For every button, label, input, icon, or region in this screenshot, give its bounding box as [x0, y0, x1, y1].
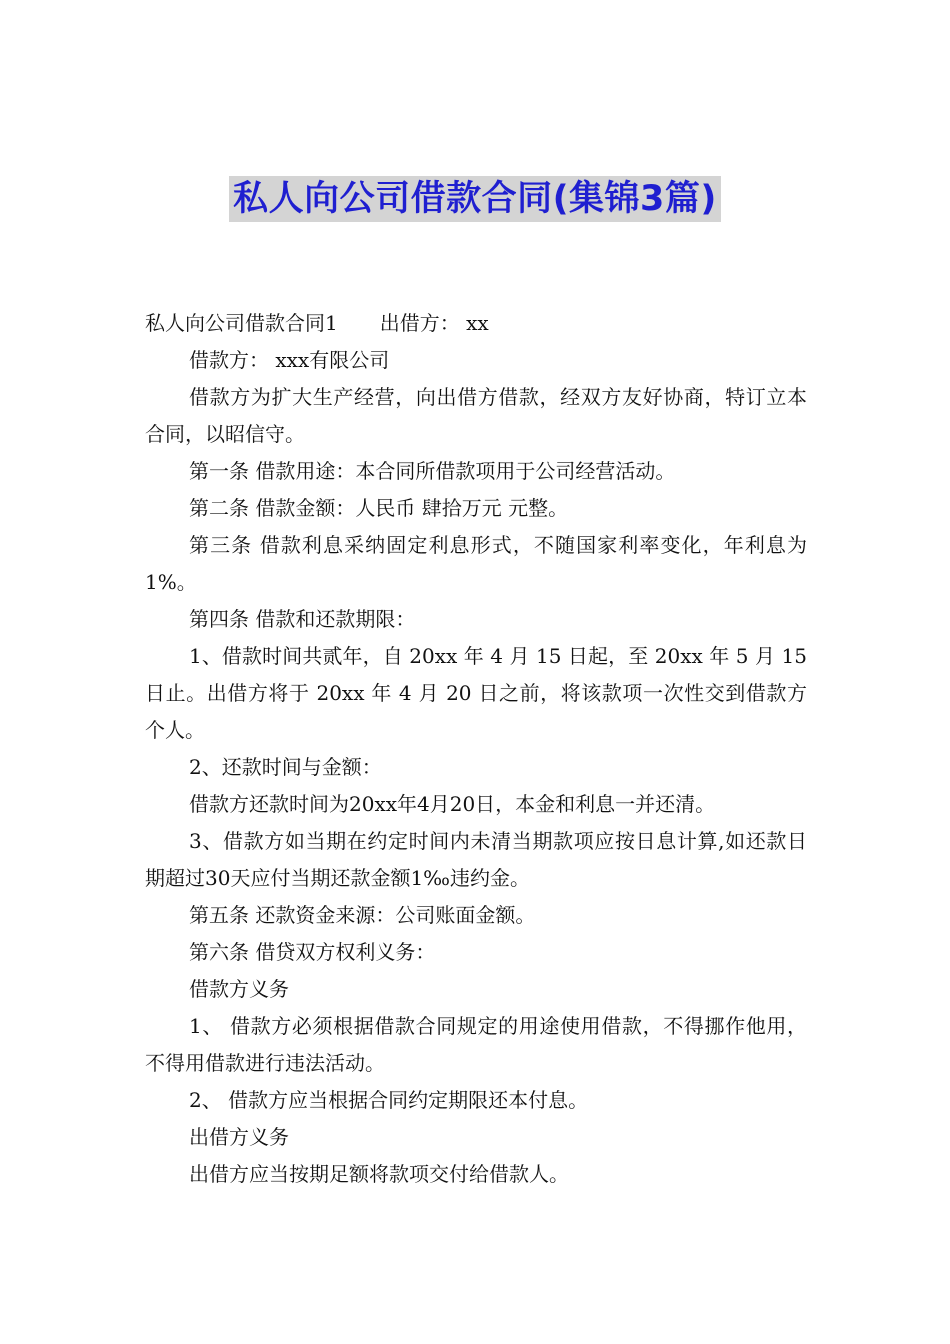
paragraph-preamble: 借款方为扩大生产经营，向出借方借款，经双方友好协商，特订立本合同，以昭信守。 [145, 385, 807, 446]
paragraph-article-5: 第五条 还款资金来源：公司账面金额。 [189, 903, 536, 927]
paragraph-borrower-obligations: 借款方义务 [189, 977, 289, 1001]
paragraph-article-4-item-1: 1、借款时间共贰年，自 20xx 年 4 月 15 日起，至 20xx 年 5 月 15 日止。出借方将于 20xx 年 4 月 20 日之前，将该款项一次性交到借款方个人。 [145, 644, 807, 742]
paragraph-borrower: 借款方： xxx有限公司 [189, 348, 390, 372]
document-body [145, 305, 807, 1193]
lender-label: 出借方： xx [379, 311, 489, 335]
paragraph-article-1: 第一条 借款用途：本合同所借款项用于公司经营活动。 [189, 459, 676, 483]
paragraph-article-2: 第二条 借款金额：人民币 肆拾万元 元整。 [189, 496, 569, 520]
paragraph-article-4: 第四条 借款和还款期限： [189, 607, 416, 631]
paragraph-lender-obligations: 出借方义务 [189, 1125, 289, 1149]
paragraph-borrower-obligation-1: 1、 借款方必须根据借款合同规定的用途使用借款，不得挪作他用，不得用借款进行违法活动。 [145, 1014, 807, 1075]
paragraph-article-3: 第三条 借款利息采纳固定利息形式，不随国家利率变化，年利息为1%。 [145, 533, 807, 594]
document-title: 私人向公司借款合同(集锦3篇) [229, 176, 721, 222]
paragraph-lender-obligation-1: 出借方应当按期足额将款项交付给借款人。 [189, 1162, 569, 1186]
contract-number-label: 私人向公司借款合同1 [145, 311, 338, 335]
paragraph-article-4-item-3: 3、借款方如当期在约定时间内未清当期款项应按日息计算,如还款日期超过30天应付当期还款金额1‰违约金。 [145, 829, 807, 890]
paragraph-contract-heading [145, 305, 807, 342]
paragraph-article-6: 第六条 借贷双方权利义务： [189, 940, 436, 964]
paragraph-article-4-item-2: 2、还款时间与金额： [189, 755, 382, 779]
title-container [0, 176, 950, 222]
paragraph-borrower-obligation-2: 2、 借款方应当根据合同约定期限还本付息。 [189, 1088, 589, 1112]
paragraph-repayment-time: 借款方还款时间为20xx年4月20日，本金和利息一并还清。 [189, 792, 716, 816]
